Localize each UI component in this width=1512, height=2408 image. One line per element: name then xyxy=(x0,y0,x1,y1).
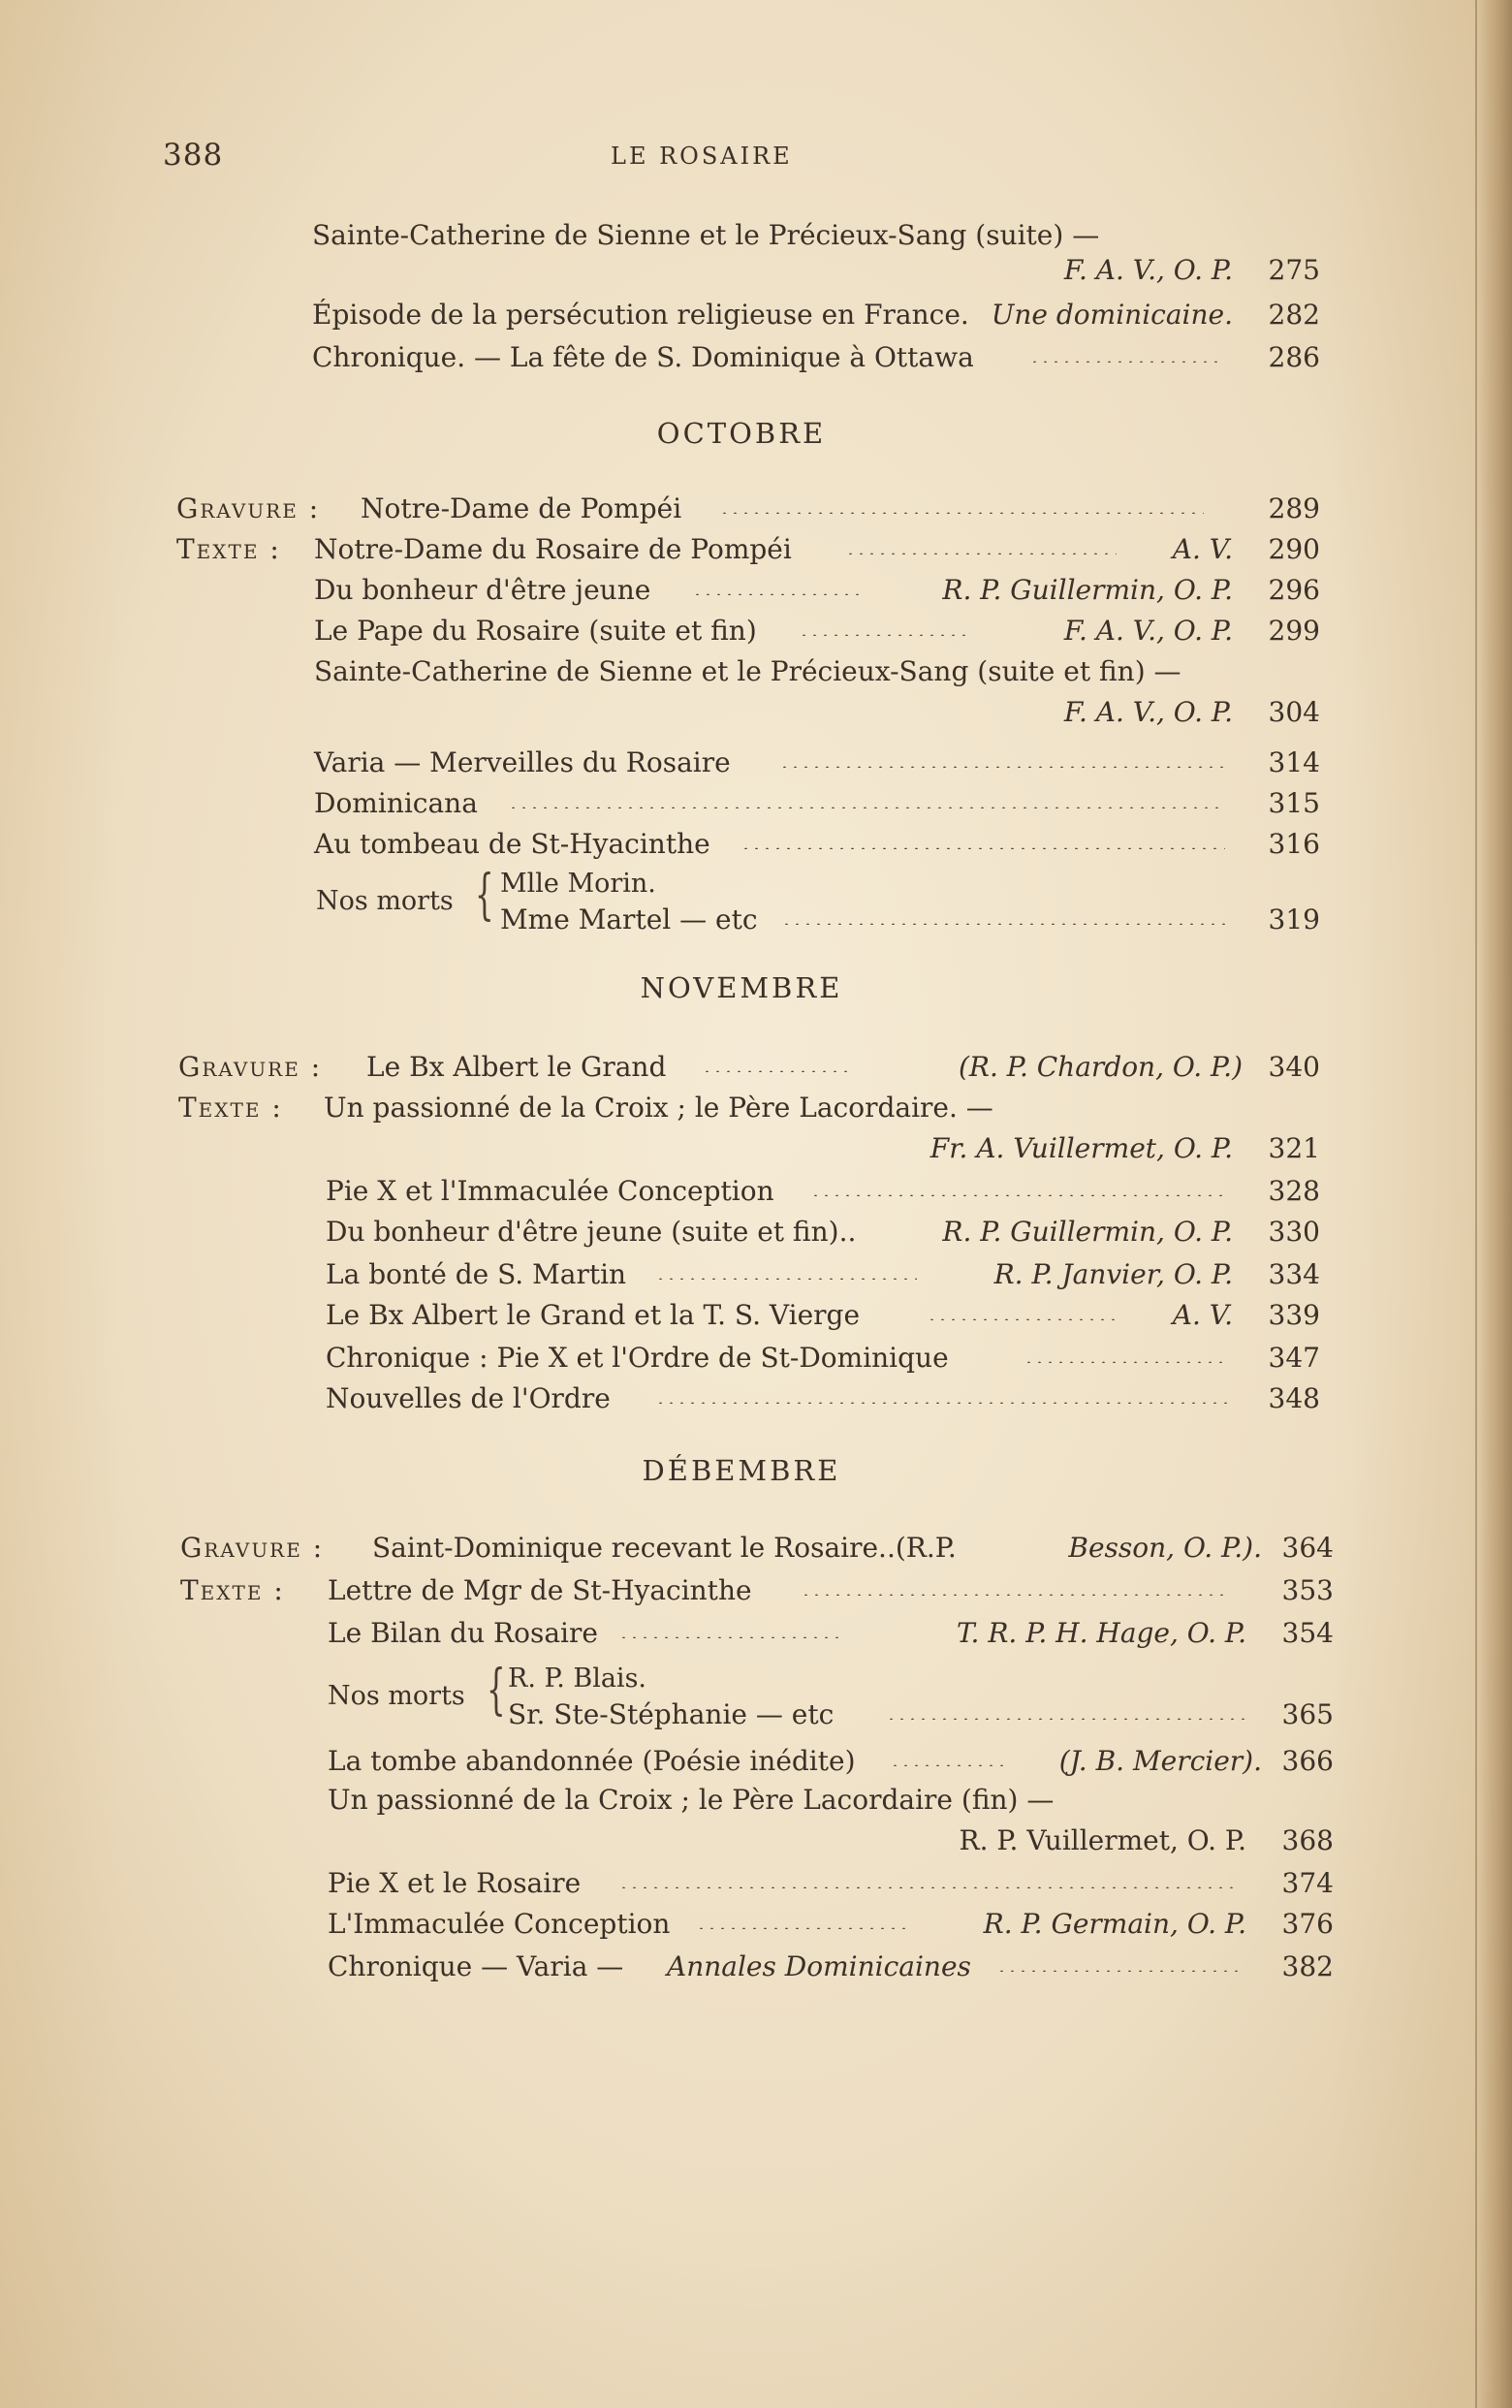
toc-entry xyxy=(328,1950,1334,1989)
entry-page: 340 xyxy=(1268,1051,1320,1083)
entry-author: R. P. Janvier, O. P. xyxy=(993,1258,1233,1290)
entry-author: Annales Dominicaines xyxy=(667,1950,971,1982)
section-heading-octobre: OCTOBRE xyxy=(656,417,827,450)
toc-entry xyxy=(326,1299,1320,1338)
entry-title: Saint-Dominique recevant le Rosaire..(R.P. xyxy=(372,1532,957,1564)
entry-page: 339 xyxy=(1268,1299,1320,1331)
entry-page: 330 xyxy=(1268,1216,1320,1248)
toc-entry xyxy=(176,492,1320,531)
morts-line: R. P. Blais. xyxy=(508,1663,647,1694)
leader-dots xyxy=(618,1636,841,1638)
entry-page: 376 xyxy=(1281,1908,1334,1940)
gravure-label: Gravure : xyxy=(178,1051,323,1083)
entry-page: 365 xyxy=(1281,1698,1334,1730)
page-number: 388 xyxy=(163,138,224,173)
entry-title: Un passionné de la Croix ; le Père Lacordaire. — xyxy=(324,1092,993,1124)
leader-dots xyxy=(810,1194,1227,1196)
entry-page: 374 xyxy=(1281,1867,1334,1899)
entry-page: 368 xyxy=(1281,1824,1334,1856)
entry-title: Le Bilan du Rosaire xyxy=(328,1617,598,1649)
leader-dots xyxy=(779,766,1225,768)
entry-author: R. P. Germain, O. P. xyxy=(983,1908,1246,1940)
entry-page: 321 xyxy=(1268,1132,1320,1164)
leader-dots xyxy=(781,923,1227,925)
entry-title: Sr. Ste-Stéphanie — etc xyxy=(508,1698,835,1730)
gravure-label: Gravure : xyxy=(176,492,321,524)
entry-page: 314 xyxy=(1268,746,1320,778)
entry-title: Du bonheur d'être jeune xyxy=(314,574,651,606)
toc-entry xyxy=(312,254,1320,293)
entry-author: Besson, O. P.). xyxy=(1068,1532,1262,1564)
entry-title: Notre-Dame du Rosaire de Pompéi xyxy=(314,533,792,565)
leader-dots xyxy=(1029,361,1223,363)
entry-page: 334 xyxy=(1268,1258,1320,1290)
toc-entry xyxy=(178,1092,1320,1130)
entry-title: Chronique. — La fête de S. Dominique à Ottawa xyxy=(312,341,974,373)
nos-morts-label: Nos morts xyxy=(316,886,454,916)
entry-page: 348 xyxy=(1268,1382,1320,1414)
entry-title: Épisode de la persécution religieuse en France. xyxy=(312,299,969,331)
entry-page: 275 xyxy=(1268,254,1320,286)
leader-dots xyxy=(996,1970,1239,1972)
entry-title: Chronique : Pie X et l'Ordre de St-Dominique xyxy=(326,1342,949,1374)
toc-entry xyxy=(328,1784,1334,1822)
leader-dots xyxy=(508,807,1225,808)
entry-page: 353 xyxy=(1281,1574,1334,1606)
entry-title: La bonté de S. Martin xyxy=(326,1258,627,1290)
entry-author: R. P. Vuillermet, O. P. xyxy=(959,1824,1246,1856)
brace-glyph: { xyxy=(487,1659,506,1722)
entry-author: R. P. Guillermin, O. P. xyxy=(942,1216,1233,1248)
entry-author: R. P. Guillermin, O. P. xyxy=(942,574,1233,606)
entry-title: Au tombeau de St-Hyacinthe xyxy=(314,828,710,860)
morts-line: Mlle Morin. xyxy=(500,869,656,899)
toc-entry xyxy=(180,1574,1334,1613)
leader-dots xyxy=(692,593,866,595)
texte-label: Texte : xyxy=(176,533,281,565)
entry-page: 319 xyxy=(1268,903,1320,935)
entry-page: 347 xyxy=(1268,1342,1320,1374)
entry-title: Lettre de Mgr de St-Hyacinthe xyxy=(328,1574,752,1606)
toc-entry xyxy=(314,655,1320,694)
entry-page: 290 xyxy=(1268,533,1320,565)
nos-morts-label: Nos morts xyxy=(328,1681,465,1711)
entry-title: Pie X et le Rosaire xyxy=(328,1867,582,1899)
entry-page: 286 xyxy=(1268,341,1320,373)
toc-entry xyxy=(312,219,1320,258)
entry-title: L'Immaculée Conception xyxy=(328,1908,671,1940)
entry-title: Le Bx Albert le Grand et la T. S. Vierge xyxy=(326,1299,861,1331)
entry-author: T. R. P. H. Hage, O. P. xyxy=(956,1617,1246,1649)
running-title: LE ROSAIRE xyxy=(611,143,793,170)
toc-entry xyxy=(326,1216,1320,1254)
entry-title: Le Pape du Rosaire (suite et fin) xyxy=(314,615,757,647)
toc-entry xyxy=(312,299,1320,337)
toc-entry xyxy=(328,1617,1334,1656)
entry-page: 299 xyxy=(1268,615,1320,647)
entry-page: 316 xyxy=(1268,828,1320,860)
toc-entry xyxy=(312,341,1320,380)
toc-entry xyxy=(314,696,1320,735)
toc-entry xyxy=(314,746,1320,785)
toc-entry xyxy=(500,903,1320,942)
leader-dots xyxy=(655,1278,917,1280)
entry-title: Le Bx Albert le Grand xyxy=(366,1051,667,1083)
entry-title: Pie X et l'Immaculée Conception xyxy=(326,1175,774,1207)
leader-dots xyxy=(696,1927,909,1929)
section-heading-novembre: NOVEMBRE xyxy=(640,971,843,1004)
entry-title: Sainte-Catherine de Sienne et le Précieux-Sang (suite et fin) — xyxy=(314,655,1181,687)
entry-author: Une dominicaine. xyxy=(991,299,1233,331)
toc-entry xyxy=(326,1258,1320,1297)
entry-title: Dominicana xyxy=(314,787,478,819)
entry-title: Varia — Merveilles du Rosaire xyxy=(314,746,731,778)
entry-page: 328 xyxy=(1268,1175,1320,1207)
leader-dots xyxy=(618,1886,1239,1888)
leader-dots xyxy=(890,1764,1006,1766)
entry-page: 289 xyxy=(1268,492,1320,524)
entry-title: Notre-Dame de Pompéi xyxy=(361,492,682,524)
entry-author: (J. B. Mercier). xyxy=(1058,1745,1262,1777)
leader-dots xyxy=(740,847,1225,849)
gravure-label: Gravure : xyxy=(180,1532,325,1564)
page-header xyxy=(163,138,1326,176)
section-heading-decembre: DÉBEMBRE xyxy=(642,1454,841,1487)
entry-author: F. A. V., O. P. xyxy=(1063,696,1233,728)
entry-author: A. V. xyxy=(1172,1299,1233,1331)
entry-title: Mme Martel — etc xyxy=(500,903,758,935)
toc-entry xyxy=(178,1051,1320,1090)
leader-dots xyxy=(719,512,1204,514)
brace-glyph: { xyxy=(475,864,494,927)
toc-entry xyxy=(326,1132,1320,1171)
toc-entry xyxy=(314,828,1320,867)
entry-page: 382 xyxy=(1281,1950,1334,1982)
binding-edge xyxy=(1475,0,1477,2408)
entry-title: Nouvelles de l'Ordre xyxy=(326,1382,611,1414)
leader-dots xyxy=(801,1594,1227,1596)
entry-page: 282 xyxy=(1268,299,1320,331)
entry-page: 296 xyxy=(1268,574,1320,606)
binding-shadow xyxy=(1477,0,1512,2408)
toc-entry xyxy=(508,1698,1334,1737)
entry-page: 304 xyxy=(1268,696,1320,728)
entry-author: A. V. xyxy=(1172,533,1233,565)
entry-author: F. A. V., O. P. xyxy=(1063,254,1233,286)
leader-dots xyxy=(799,634,973,636)
leader-dots xyxy=(927,1318,1120,1320)
entry-author: Fr. A. Vuillermet, O. P. xyxy=(929,1132,1233,1164)
entry-page: 366 xyxy=(1281,1745,1334,1777)
toc-entry xyxy=(180,1532,1334,1570)
toc-entry xyxy=(314,574,1320,613)
toc-entry xyxy=(328,1745,1334,1784)
leader-dots xyxy=(886,1718,1244,1720)
leader-dots xyxy=(655,1402,1227,1404)
leader-dots xyxy=(702,1070,847,1072)
entry-title: La tombe abandonnée (Poésie inédite) xyxy=(328,1745,856,1777)
entry-page: 364 xyxy=(1281,1532,1334,1564)
entry-title: Sainte-Catherine de Sienne et le Précieux-Sang (suite) — xyxy=(312,219,1100,251)
entry-page: 315 xyxy=(1268,787,1320,819)
toc-entry xyxy=(328,1824,1334,1863)
toc-entry xyxy=(314,615,1320,653)
entry-author: F. A. V., O. P. xyxy=(1063,615,1233,647)
leader-dots xyxy=(1024,1361,1227,1363)
entry-title: Du bonheur d'être jeune (suite et fin).. xyxy=(326,1216,857,1248)
toc-entry xyxy=(326,1175,1320,1214)
entry-title: Chronique — Varia — xyxy=(328,1950,624,1982)
entry-page: 354 xyxy=(1281,1617,1334,1649)
toc-entry xyxy=(328,1908,1334,1947)
toc-entry xyxy=(314,787,1320,826)
toc-entry xyxy=(328,1867,1334,1906)
texte-label: Texte : xyxy=(180,1574,285,1606)
entry-author: (R. P. Chardon, O. P.) xyxy=(958,1051,1243,1083)
toc-entry xyxy=(176,533,1320,572)
leader-dots xyxy=(845,553,1117,554)
texte-label: Texte : xyxy=(178,1092,283,1124)
entry-title: Un passionné de la Croix ; le Père Lacordaire (fin) — xyxy=(328,1784,1055,1816)
toc-entry xyxy=(326,1342,1320,1380)
toc-entry xyxy=(326,1382,1320,1421)
